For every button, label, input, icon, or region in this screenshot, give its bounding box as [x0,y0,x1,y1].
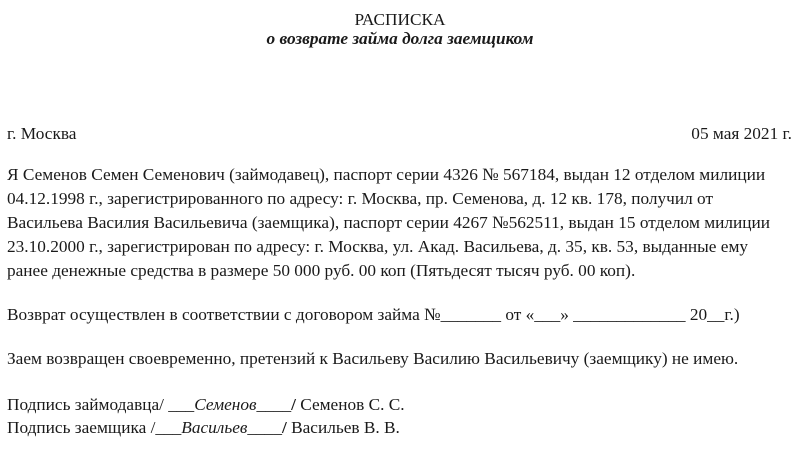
body-line-5: ранее денежные средства в размере 50 000 руб. 00 коп (Пятьдесят тысяч руб. 00 коп). [7,261,636,280]
lender-name: Семенов С. С. [295,395,405,414]
lender-signature-prefix: Подпись займодавца/ ___ [7,395,195,414]
borrower-signature-slash: / [281,418,287,437]
lender-signature-line [7,395,405,415]
document-title: РАСПИСКА [354,10,446,29]
document-date: 05 мая 2021 г. [691,124,792,143]
body-line-1: Я Семенов Семен Семенович (займодавец), паспорт серии 4326 № 567184, выдан 12 отделом милиции [7,165,766,184]
lender-signature-slash: / [291,395,296,414]
body-line-3: Васильева Василия Васильевича (заемщика), паспорт серии 4267 №562511, выдан 15 отделом милиции [7,213,771,232]
borrower-signature-prefix: Подпись заемщика /___ [7,418,182,437]
no-claims-statement: Заем возвращен своевременно, претензий к Васильеву Василию Васильевичу (заемщику) не имею. [7,349,739,368]
document-subtitle: о возврате займа долга заемщиком [266,29,534,48]
borrower-name: Васильев В. В. [286,418,400,437]
body-line-2: 04.12.1998 г., зарегистрированного по адресу: г. Москва, пр. Семенова, д. 12 кв. 178, получил от [7,189,714,208]
contract-reference: Возврат осуществлен в соответствии с договором займа №_______ от «___» _____________ 20__г.) [7,305,740,324]
body-line-4: 23.10.2000 г., зарегистрирован по адресу: г. Москва, ул. Акад. Васильева, д. 35, кв. 53, выданные ему [7,237,749,256]
borrower-signature-line [7,418,400,438]
lender-signature: Семенов [194,395,257,414]
city-label: г. Москва [7,124,77,143]
borrower-signature: Васильев [181,418,248,437]
lender-signature-underline: ____ [256,395,292,414]
borrower-signature-underline: ____ [247,418,282,437]
